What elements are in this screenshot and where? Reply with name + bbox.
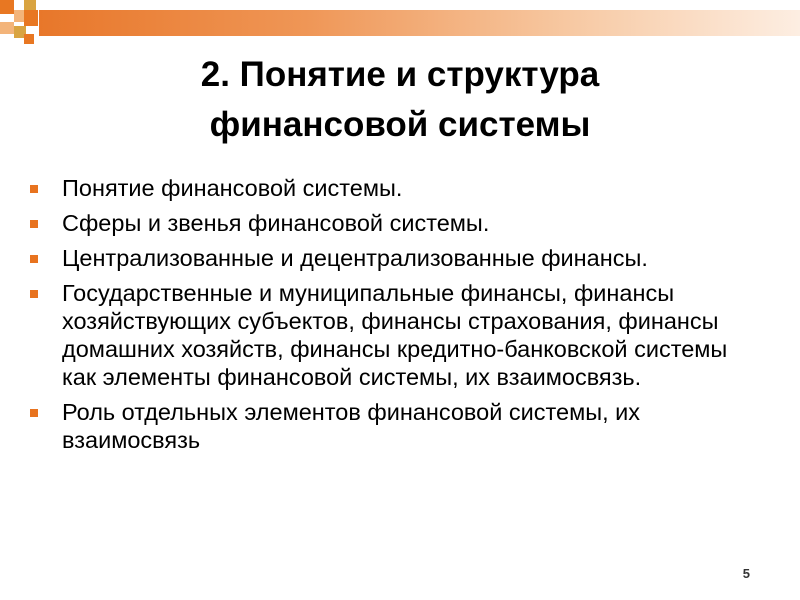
bullet-square-icon	[30, 220, 38, 228]
list-item	[30, 209, 750, 237]
bullet-text: Государственные и муниципальные финансы, финансы хозяйствующих субъектов, финансы страхования, финансы домашних хозяйств, финансы кредитно-банковской системы как элементы финансовой системы, их взаимосвязь.	[62, 280, 728, 390]
list-item	[30, 174, 750, 202]
bullet-text: Централизованные и децентрализованные финансы.	[62, 245, 648, 271]
decor-square-icon	[24, 10, 38, 26]
list-item	[30, 244, 750, 272]
list-item	[30, 279, 750, 391]
decor-square-icon	[24, 34, 34, 44]
bullet-square-icon	[30, 185, 38, 193]
bullet-square-icon	[30, 290, 38, 298]
decor-square-icon	[0, 22, 14, 34]
slide-title-line: финансовой системы	[209, 105, 591, 144]
list-item	[30, 398, 750, 454]
decor-square-icon	[0, 0, 14, 14]
bullet-square-icon	[30, 255, 38, 263]
bullet-text: Понятие финансовой системы.	[62, 175, 403, 201]
page-number: 5	[742, 566, 750, 581]
bullet-list	[30, 174, 750, 461]
slide-title-line: 2. Понятие и структура	[200, 55, 600, 94]
slide-title	[40, 50, 760, 150]
bullet-text: Роль отдельных элементов финансовой системы, их взаимосвязь	[62, 399, 641, 453]
bullet-square-icon	[30, 409, 38, 417]
header-gradient-band	[39, 10, 800, 36]
bullet-text: Сферы и звенья финансовой системы.	[62, 210, 490, 236]
